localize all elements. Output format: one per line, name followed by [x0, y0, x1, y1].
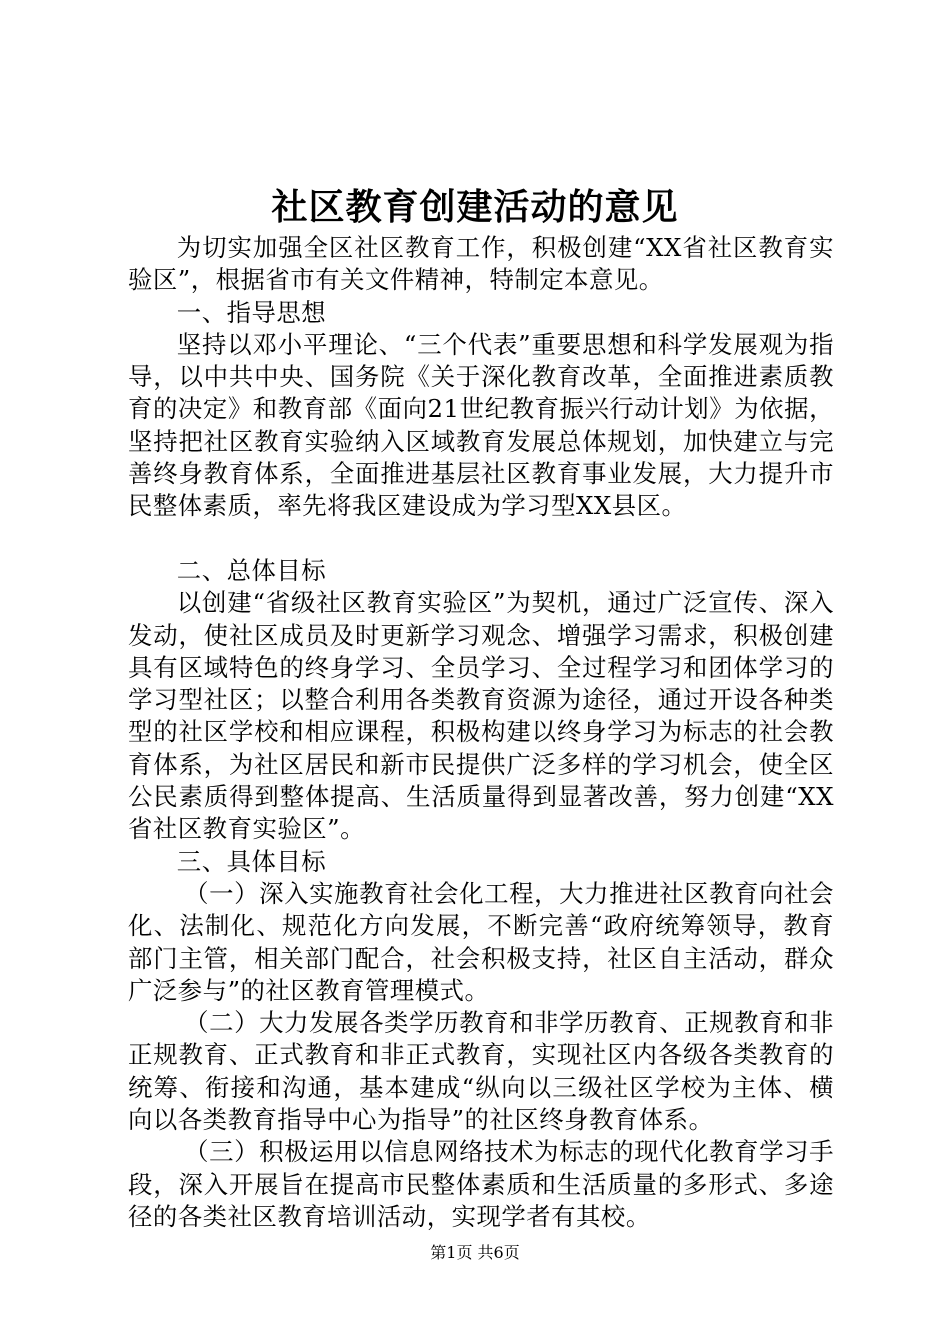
document-body [128, 232, 834, 1233]
section-heading-2: 二、总体目标 [176, 555, 327, 585]
document-title: 社区教育创建活动的意见 [271, 186, 679, 228]
section-heading-1: 一、指导思想 [176, 297, 327, 327]
intro-paragraph: 为切实加强全区社区教育工作，积极创建“XX省社区教育实验区”，根据省市有关文件精神，特制定本意见。 [128, 233, 834, 295]
section-heading-3: 三、具体目标 [176, 846, 327, 876]
blank-line [128, 523, 834, 555]
goal-item-1: （一）深入实施教育社会化工程，大力推进社区教育向社会化、法制化、规范化方向发展，不断完善“政府统筹领导，教育部门主管，相关部门配合，社会积极支持，社区自主活动，群众广泛参与”的社区教育管理模式。 [128, 878, 834, 1005]
overall-goal-paragraph: 以创建“省级社区教育实验区”为契机，通过广泛宣传、深入发动，使社区成员及时更新学习观念、增强学习需求，积极创建具有区域特色的终身学习、全员学习、全过程学习和团体学习的学习型社区；以整合利用各类教育资源为途径，通过开设各种类型的社区学校和相应课程，积极构建以终身学习为标志的社会教育体系，为社区居民和新市民提供广泛多样的学习机会，使全区公民素质得到整体提高、生活质量得到显著改善，努力创建“XX省社区教育实验区”。 [128, 588, 834, 844]
goal-item-2: （二）大力发展各类学历教育和非学历教育、正规教育和非正规教育、正式教育和非正式教育，实现社区内各级各类教育的统筹、衔接和沟通，基本建成“纵向以三级社区学校为主体、横向以各类教育指导中心为指导”的社区终身教育体系。 [128, 1008, 834, 1135]
guiding-thought-paragraph: 坚持以邓小平理论、“三个代表”重要思想和科学发展观为指导，以中共中央、国务院《关于深化教育改革，全面推进素质教育的决定》和教育部《面向21世纪教育振兴行动计划》为依据，坚持把社区教育实验纳入区域教育发展总体规划，加快建立与完善终身教育体系，全面推进基层社区教育事业发展，大力提升市民整体素质，率先将我区建设成为学习型XX县区。 [128, 329, 834, 521]
page-footer: 第1页 共6页 [430, 1243, 520, 1262]
goal-item-3: （三）积极运用以信息网络技术为标志的现代化教育学习手段，深入开展旨在提高市民整体素质和生活质量的多形式、多途径的各类社区教育培训活动，实现学者有其校。 [128, 1137, 834, 1231]
